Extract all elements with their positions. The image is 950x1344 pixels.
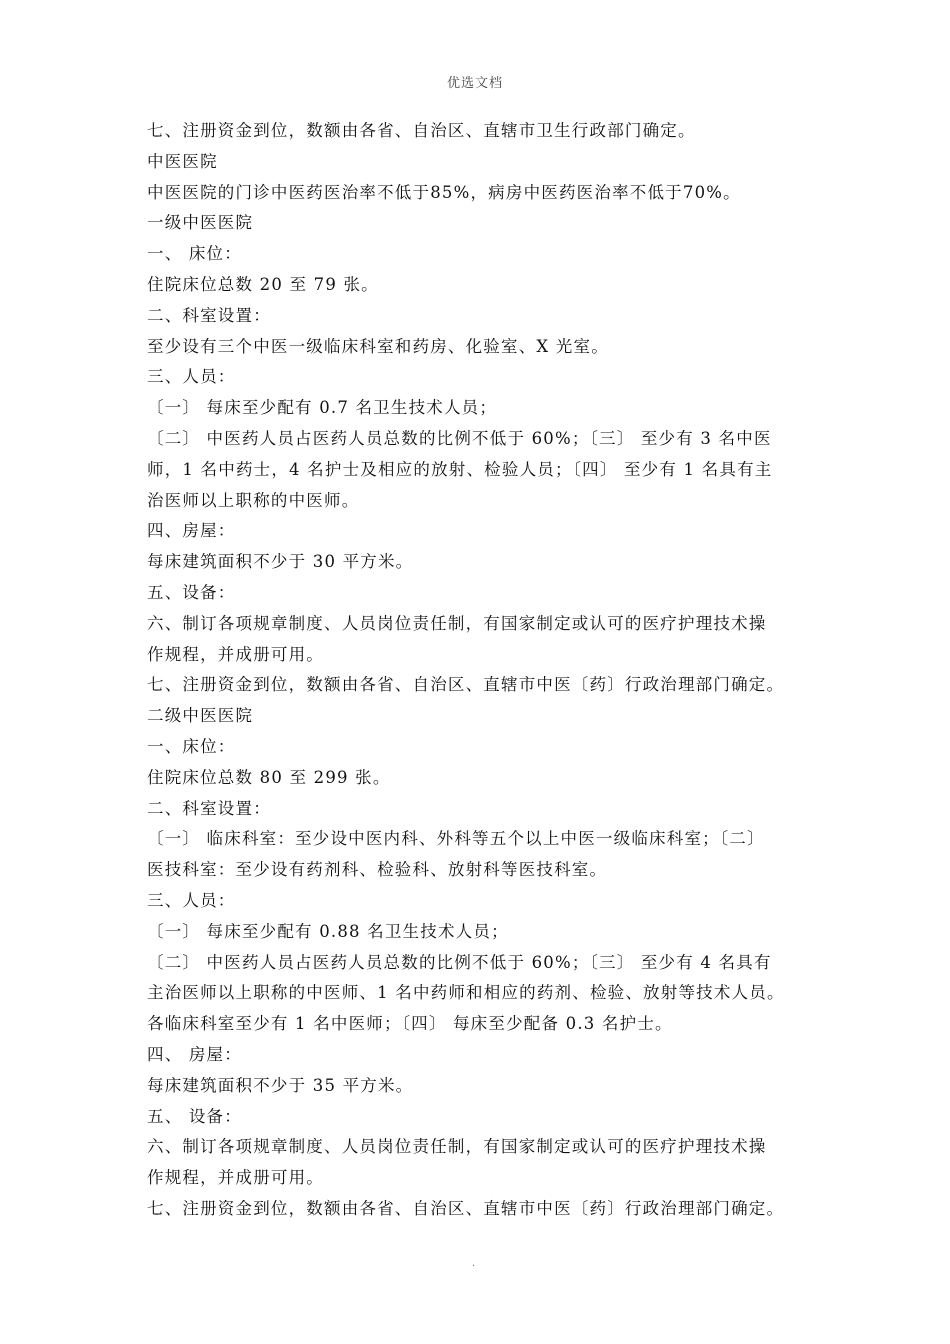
text-line: 〔二〕 中医药人员占医药人员总数的比例不低于 60%；〔三〕 至少有 3 名中医 <box>147 428 772 448</box>
page-header: 优选文档 <box>446 76 503 91</box>
text-line: 六、制订各项规章制度、人员岗位责任制，有国家制定或认可的医疗护理技术操 <box>147 613 767 633</box>
text-line: 中医医院的门诊中医药医治率不低于85%，病房中医药医治率不低于70%。 <box>147 182 741 202</box>
section-heading: 二级中医医院 <box>147 706 254 726</box>
text-line: 〔一〕 每床至少配有 0.88 名卫生技术人员； <box>147 921 509 941</box>
text-line: 五、 设备： <box>147 1106 242 1126</box>
text-line: 〔一〕 每床至少配有 0.7 名卫生技术人员； <box>147 398 498 418</box>
text-line: 五、设备： <box>147 582 236 602</box>
text-line: 医技科室：至少设有药剂科、检验科、放射科等医技科室。 <box>147 860 608 880</box>
text-line: 治医师以上职称的中医师。 <box>147 490 360 510</box>
text-line: 〔一〕 临床科室：至少设中医内科、外科等五个以上中医一级临床科室；〔二〕 <box>147 829 765 849</box>
text-line: 〔二〕 中医药人员占医药人员总数的比例不低于 60%；〔三〕 至少有 4 名具有 <box>147 952 772 972</box>
text-line: 七、注册资金到位，数额由各省、自治区、直辖市中医〔药〕行政治理部门确定。 <box>147 1198 785 1218</box>
text-line: 二、科室设置： <box>147 798 271 818</box>
page-footer-mark: . <box>472 1258 476 1269</box>
section-heading: 中医医院 <box>147 151 218 171</box>
text-line: 每床建筑面积不少于 30 平方米。 <box>147 552 414 572</box>
text-line: 三、人员： <box>147 367 236 387</box>
document-body <box>147 116 817 1225</box>
text-line: 作规程，并成册可用。 <box>147 644 324 664</box>
text-line: 师，1 名中药士，4 名护士及相应的放射、检验人员；〔四〕 至少有 1 名具有主 <box>147 459 773 479</box>
text-line: 每床建筑面积不少于 35 平方米。 <box>147 1075 414 1095</box>
text-line: 住院床位总数 80 至 299 张。 <box>147 767 391 787</box>
text-line: 各临床科室至少有 1 名中医师；〔四〕 每床至少配备 0.3 名护士。 <box>147 1014 673 1034</box>
text-line: 四、房屋： <box>147 521 236 541</box>
text-line: 七、注册资金到位，数额由各省、自治区、直辖市中医〔药〕行政治理部门确定。 <box>147 675 785 695</box>
section-heading: 一级中医医院 <box>147 213 254 233</box>
text-line: 六、制订各项规章制度、人员岗位责任制，有国家制定或认可的医疗护理技术操 <box>147 1137 767 1157</box>
text-line: 三、人员： <box>147 890 236 910</box>
text-line: 七、注册资金到位，数额由各省、自治区、直辖市卫生行政部门确定。 <box>147 121 696 140</box>
text-line: 二、科室设置： <box>147 305 271 325</box>
text-line: 四、 房屋： <box>147 1044 242 1064</box>
text-line: 主治医师以上职称的中医师、1 名中药师和相应的药剂、检验、放射等技术人员。 <box>147 983 785 1003</box>
text-line: 至少设有三个中医一级临床科室和药房、化验室、X 光室。 <box>147 336 609 356</box>
text-line: 住院床位总数 20 至 79 张。 <box>147 274 379 294</box>
text-line: 作规程，并成册可用。 <box>147 1168 324 1188</box>
text-line: 一、床位： <box>147 736 236 756</box>
text-line: 一、 床位： <box>147 244 242 264</box>
